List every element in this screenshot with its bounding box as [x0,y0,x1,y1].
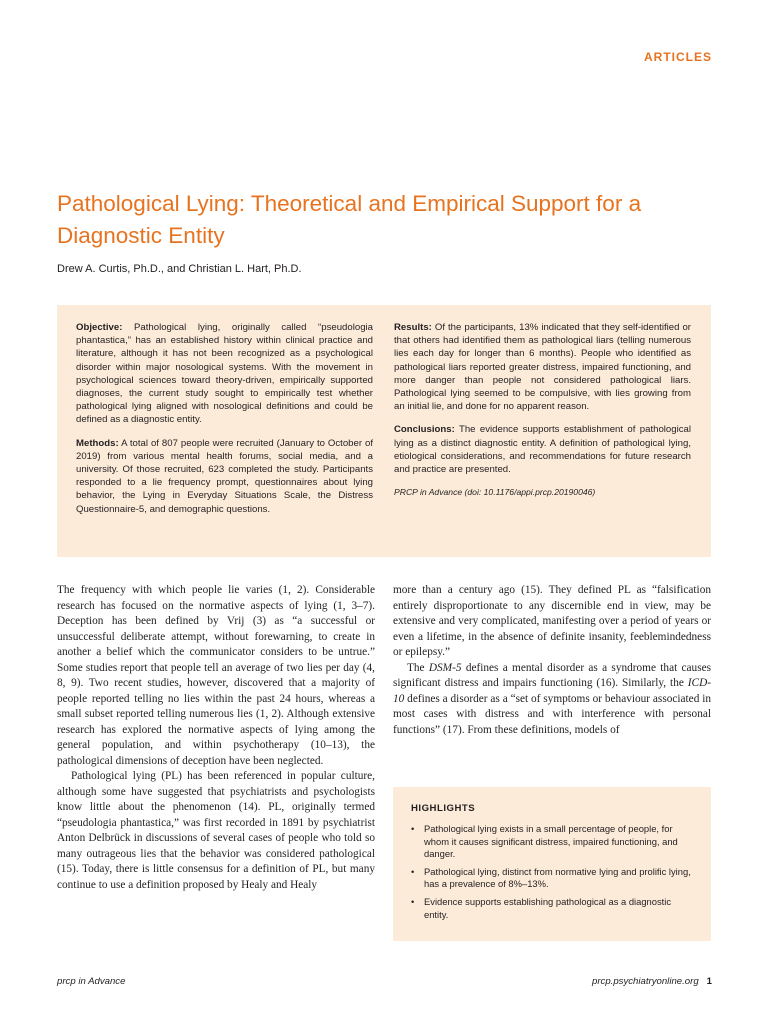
abstract-left-column [76,321,373,526]
highlights-list [411,823,691,926]
body-right-column [393,583,711,738]
article-authors: Drew A. Curtis, Ph.D., and Christian L. Hart, Ph.D. [57,263,302,275]
bullet-icon: • [411,823,415,834]
abstract-objective [76,321,373,427]
text-run: The [407,661,429,674]
article-title: Pathological Lying: Theoretical and Empirical Support for a Diagnostic Entity [57,191,642,248]
highlights-title: HIGHLIGHTS [411,803,476,814]
abstract-conclusions [394,423,691,476]
objective-label: Objective: [76,322,123,333]
highlight-item [411,866,691,891]
footer-site-link[interactable]: prcp.psychiatryonline.org [592,976,699,987]
highlight-item [411,823,691,861]
methods-label: Methods: [76,437,119,449]
section-label: ARTICLES [644,50,712,64]
highlight-item [411,896,691,921]
objective-text: Pathological lying, originally called “pseudologia phantastica,” has an established history within clinical practice and literature, although it has not been recognized as a psychological disorder within major nosological systems. With the movement in psychological sciences toward theory-driven, empirically supported diagnoses, the current study sought to empirically test whether pathological lying aligned with nosological definitions and could be defined as a diagnostic entity. [76,322,373,426]
results-label: Results: [394,322,432,333]
abstract-box [57,305,711,557]
highlights-box [393,787,711,941]
conclusions-text: The evidence supports establishment of pathological lying as a distinct diagnostic entity. A definition of pathological lying, etiological considerations, and recommendations for future research and practice are presented. [394,424,691,476]
body-paragraph: Pathological lying (PL) has been referenced in popular culture, although some have suggested that psychiatrists and psychologists know little about the phenomenon (14). PL, originally termed “pseudologia phantastica,” was first recorded in 1891 by psychiatrist Anton Delbrück in discussions of several cases of people who told so many outrageous lies that the behavior was considered pathological (15). Today, there is little consensus for a definition of PL, but many continue to use a definition proposed by Healy and Healy [57,770,375,891]
dsm-5-term: DSM-5 [428,661,462,674]
bullet-icon: • [411,865,415,877]
body-paragraph: more than a century ago (15). They defined PL as “falsification entirely disproportionate to any discernible end in view, may be extensive and very complicated, manifesting over a period of years or even a lifetime, in the absence of definite insanity, feeblemindedness or epilepsy.” [393,584,711,658]
footer-journal: prcp in Advance [57,976,126,987]
body-paragraph [393,661,711,739]
footer-right [592,976,712,987]
abstract-results [394,321,691,413]
results-text: Of the participants, 13% indicated that they self-identified or that others had identified them as pathological liars (telling numerous lies each day for longer than 6 months). People who identified as pathological liars reported greater distress, impaired functioning, and more danger than people not considered pathological liars. Pathological lying seemed to be compulsive, with lies growing from an initial lie, and done for no apparent reason. [394,322,691,413]
methods-text: A total of 807 people were recruited (January to October of 2019) from various mental health forums, social media, and a university. Of those recruited, 623 completed the study. Participants responded to a lie frequency prompt, questionnaires about lying behavior, the Lying in Everyday Situations Scale, the Distress Questionnaire-5, and demographic questions. [76,437,373,515]
highlight-text: Pathological lying exists in a small percentage of people, for whom it causes significant distress, impaired functioning, and danger. [424,823,678,860]
icd-10-term: ICD-10 [393,677,711,705]
page-number: 1 [706,976,712,987]
body-left-column [57,583,375,893]
abstract-methods [76,437,373,516]
body-paragraph: The frequency with which people lie varies (1, 2). Considerable research has focused on the normative aspects of lying (1, 3–7). Deception has been defined by Vrij (3) as “a successful or unsuccessful deliberate attempt, without forewarning, to create in another a belief which the communicator considers to be untrue.” Some studies report that people tell an average of two lies per day (4, 8, 9). Two recent studies, however, discovered that a majority of people reported telling no lies within the past 24 hours, whereas a small subset reported telling numerous lies (1, 2). Although extensive research has explored the normative aspects of lying among the general population, and within psychotherapy (10–13), the pathological dimensions of deception have been neglected. [57,584,375,767]
text-run: defines a disorder as a “set of symptoms or behaviour associated in most cases with distress and with interference with personal functions” (17). From these definitions, models of [393,692,711,736]
highlight-text: Pathological lying, distinct from normative lying and prolific lying, has a prevalence of 8%–13%. [424,865,691,890]
conclusions-label: Conclusions: [394,424,455,436]
highlight-text: Evidence supports establishing pathological as a diagnostic entity. [424,895,672,920]
doi-citation: PRCP in Advance (doi: 10.1176/appi.prcp.20190046) [394,487,596,498]
text-run: defines a mental disorder as a syndrome that causes significant distress and impairs functioning (16). Similarly, the [393,661,712,689]
bullet-icon: • [411,895,415,907]
abstract-right-column [394,321,691,509]
